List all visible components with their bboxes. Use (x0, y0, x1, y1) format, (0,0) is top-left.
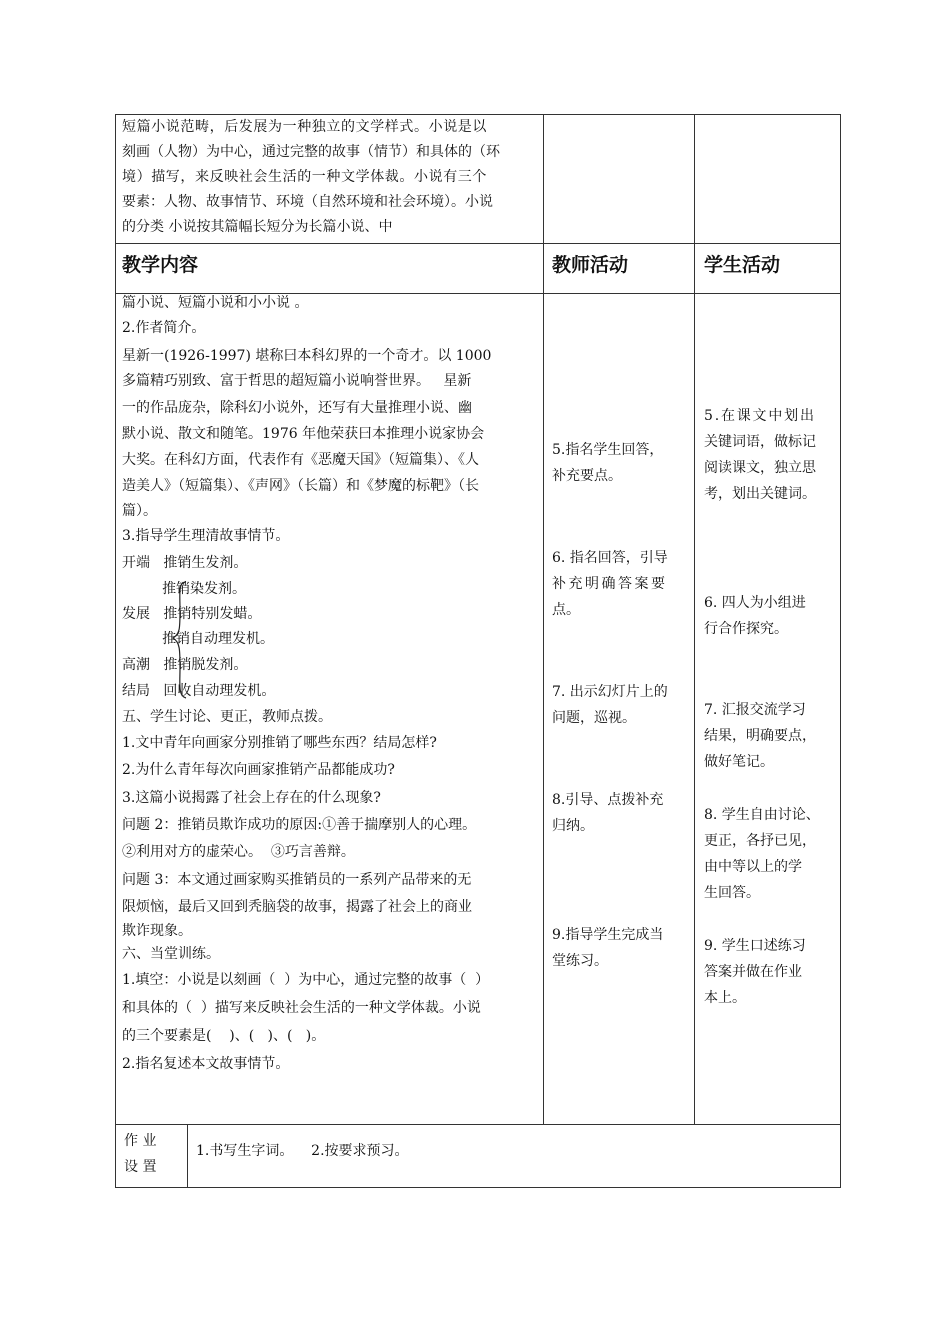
teacher-line: 补充明确答案要 (552, 576, 668, 592)
student-block-7 (704, 697, 838, 775)
content-line: 星新一(1926-1997) 堪称曰本科幻界的一个奇才。以 1000 (122, 348, 492, 364)
table-border-homework-top (115, 1124, 841, 1125)
homework-label (124, 1128, 184, 1180)
continuation-cell (122, 115, 540, 240)
student-line: 更正，各抒已见， (704, 833, 816, 849)
student-line: 8. 学生自由讨论、 (704, 807, 820, 823)
teacher-line: 9.指导学生完成当 (552, 927, 664, 943)
homework-label-divider (187, 1124, 188, 1188)
homework-text: 1.书写生字词。 2.按要求预习。 (196, 1143, 409, 1159)
teacher-line: 问题，巡视。 (552, 710, 636, 726)
student-line: 结果，明确要点， (704, 728, 816, 744)
student-block-6 (704, 590, 838, 642)
table-border-right (840, 114, 841, 1188)
content-line: 1.填空：小说是以刻画（ ）为中心，通过完整的故事（ ） (122, 972, 490, 988)
student-line: 答案并做在作业 (704, 964, 802, 980)
content-line: 高潮 推销脱发剂。 (122, 657, 248, 673)
teacher-block-8 (552, 787, 692, 839)
content-line: 一的作品庞杂，除科幻小说外，还写有大量推理小说、幽 (122, 400, 472, 416)
student-block-9 (704, 933, 838, 1011)
content-line: 限烦恼，最后又回到秃脑袋的故事，揭露了社会上的商业 (122, 899, 472, 915)
content-line: 推销自动理发机。 (122, 631, 275, 647)
table-column-divider-2 (694, 114, 695, 1125)
content-line: 3.这篇小说揭露了社会上存在的什么现象? (122, 790, 381, 806)
homework-label-line: 设 置 (124, 1159, 157, 1175)
content-line: 3.指导学生理清故事情节。 (122, 528, 290, 544)
content-line: 造美人》（短篇集）、《声网》（长篇）和《梦魔的标靶》（长 (122, 478, 479, 494)
content-line: 默小说、散文和随笔。1976 年他荣获曰本推理小说家协会 (122, 426, 485, 442)
continuation-line: 短篇小说范畴，后发展为一种独立的文学样式。小说是以 (122, 119, 487, 135)
teacher-line: 8.引导、点拨补充 (552, 792, 664, 808)
content-line: ②利用对方的虚荣心。 ③巧言善辩。 (122, 844, 355, 860)
content-line: 结局 回收自动理发机。 (122, 683, 276, 699)
student-line: 6. 四人为小组进 (704, 595, 806, 611)
content-line: 2.为什么青年每次向画家推销产品都能成功? (122, 762, 395, 778)
teacher-line: 7. 出示幻灯片上的 (552, 684, 668, 700)
student-line: 7. 汇报交流学习 (704, 702, 806, 718)
continuation-line: 要素：人物、故事情节、环境（自然环境和社会环境）。小说 (122, 194, 493, 210)
student-line: 阅读课文，独立思 (704, 460, 816, 476)
teacher-line: 点。 (552, 602, 580, 618)
student-line: 本上。 (704, 990, 746, 1006)
table-border-left (115, 114, 116, 1188)
content-line: 问题 3：本文通过画家购买推销员的一系列产品带来的无 (122, 872, 472, 888)
content-line: 2.指名复述本文故事情节。 (122, 1056, 290, 1072)
header-teacher-activity: 教师活动 (552, 254, 629, 276)
teacher-line: 归纳。 (552, 818, 594, 834)
student-line: 生回答。 (704, 885, 760, 901)
content-line: 篇）。 (122, 503, 157, 519)
student-line: 行合作探究。 (704, 621, 788, 637)
continuation-line: 刻画（人物）为中心，通过完整的故事（情节）和具体的（环 (122, 144, 500, 160)
student-line: 做好笔记。 (704, 754, 774, 770)
student-line: 9. 学生口述练习 (704, 938, 806, 954)
teacher-block-9 (552, 922, 692, 974)
student-block-8 (704, 802, 838, 906)
continuation-line: 境）描写，来反映社会生活的一种文学体裁。小说有三个 (122, 169, 487, 185)
content-line: 的三个要素是( )、( )、( )。 (122, 1028, 326, 1044)
content-line: 欺诈现象。 (122, 923, 192, 939)
teacher-line: 6. 指名回答，引导 (552, 550, 668, 566)
content-line: 五、学生讨论、更正，教师点拨。 (122, 709, 332, 725)
teacher-line: 补充要点。 (552, 468, 622, 484)
table-column-divider-1 (543, 114, 544, 1125)
content-line: 大奖。在科幻方面，代表作有《恶魔天国》（短篇集）、《人 (122, 452, 479, 468)
content-line: 和具体的（ ）描写来反映社会生活的一种文学体裁。小说 (122, 1000, 481, 1016)
plot-brace (170, 580, 192, 700)
content-line: 1.文中青年向画家分别推销了哪些东西？结局怎样? (122, 735, 437, 751)
teacher-line: 5.指名学生回答， (552, 442, 664, 458)
content-line: 推销染发剂。 (122, 581, 247, 597)
content-line: 六、当堂训练。 (122, 946, 220, 962)
teacher-block-7 (552, 679, 692, 731)
teacher-block-6 (552, 545, 692, 623)
content-line: 发展 推销特别发蜡。 (122, 606, 262, 622)
content-line: 问题 2：推销员欺诈成功的原因:①善于揣摩别人的心理。 (122, 817, 477, 833)
header-student-activity: 学生活动 (704, 254, 781, 276)
table-border-header-top (115, 243, 841, 244)
continuation-line: 的分类 小说按其篇幅长短分为长篇小说、中 (122, 219, 393, 235)
content-line: 开端 推销生发剂。 (122, 555, 248, 571)
student-line: 关键词语，做标记 (704, 434, 816, 450)
teacher-line: 堂练习。 (552, 953, 608, 969)
homework-label-line: 作 业 (124, 1133, 157, 1149)
teacher-block-5 (552, 437, 692, 489)
header-teaching-content: 教学内容 (122, 254, 199, 276)
content-line: 2.作者简介。 (122, 320, 206, 336)
student-block-5 (704, 403, 838, 507)
content-line: 多篇精巧别致、富于哲思的超短篇小说响誉世界。 星新 (122, 373, 472, 389)
content-line: 篇小说、短篇小说和小小说 。 (122, 295, 309, 311)
student-line: 由中等以上的学 (704, 859, 802, 875)
student-line: 5.在课文中划出 (704, 408, 816, 424)
student-line: 考，划出关键词。 (704, 486, 816, 502)
table-border-bottom (115, 1187, 841, 1188)
